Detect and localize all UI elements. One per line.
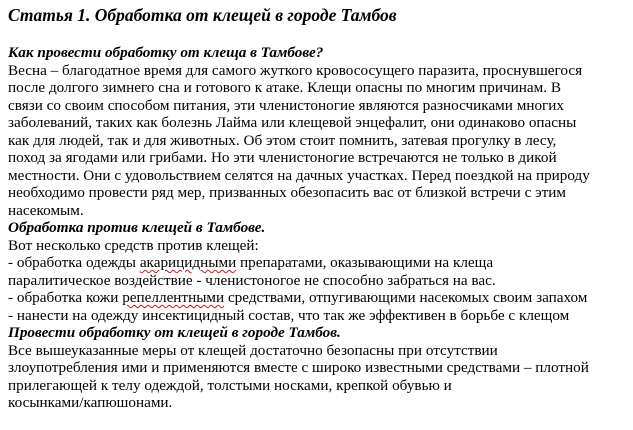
text-line: Все вышеуказанные меры от клещей достаточно безопасны при отсутствии <box>8 341 498 359</box>
text-line: поход за ягодами или грибами. Но эти членистоногие встречаются не только в дикой <box>8 149 557 166</box>
list-item-skin <box>8 289 630 307</box>
text-line: необходимо провести ряд мер, призванных обезопасить вас от близкой встречи с этим <box>8 184 567 201</box>
text-line: заболеваний, таких как болезнь Лайма или клещевой энцефалит, они одинаково опасны <box>8 114 577 131</box>
list-item-clothing <box>8 254 630 272</box>
text-line: косынками/капюшонами. <box>8 394 173 411</box>
text-line: Вот несколько средств против клещей: <box>8 236 259 254</box>
article-body <box>8 44 630 412</box>
article-title: Статья 1. Обработка от клещей в городе Тамбов <box>8 5 397 25</box>
section-heading-conduct: Провести обработку от клещей в городе Тамбов. <box>8 324 341 341</box>
section-paragraph-intro <box>8 62 630 220</box>
section-heading-how-to: Как провести обработку от клеща в Тамбове? <box>8 44 324 61</box>
blank-line <box>8 26 630 44</box>
spellcheck-word[interactable]: акарицидными <box>139 254 237 271</box>
text-line: после долгого зимнего сна и готового к атаке. Клещи опасны по многим причинам. В <box>8 79 561 96</box>
spellcheck-word[interactable]: репеллентными <box>122 289 225 306</box>
text-line: местности. Они с удовольствием селятся на дачных участках. Перед поездкой на природу <box>8 166 590 184</box>
list-item-text: препаратами, оказывающими на клеща <box>236 254 494 271</box>
section-paragraph-remedies <box>8 237 630 325</box>
text-line: связи со своим способом питания, эти членистоногие являются разносчиками многих <box>8 96 564 114</box>
section-paragraph-conclusion <box>8 342 630 412</box>
list-item-text: - обработка кожи <box>8 289 123 306</box>
list-item-text: средствами, отпугивающими насекомых своим запахом <box>224 289 588 306</box>
text-line: насекомым. <box>8 201 84 219</box>
text-line: как для людей, так и для животных. Об этом стоит помнить, затевая прогулку в лесу, <box>8 131 557 149</box>
text-line: Весна – благодатное время для самого жуткого кровососущего паразита, проснувшегося <box>8 61 583 79</box>
list-item-text: - обработка одежды <box>8 254 140 271</box>
text-line: прилегающей к телу одеждой, толстыми носками, крепкой обувью и <box>8 376 452 394</box>
document-page <box>8 4 630 412</box>
list-item-insecticide: - нанести на одежду инсектицидный состав, что так же эффективен в борьбе с клещом <box>8 306 570 324</box>
text-line: злоупотребления ими и применяются вместе с широко известными средствами – плотной <box>8 359 589 376</box>
section-heading-treatment: Обработка против клещей в Тамбове. <box>8 219 266 236</box>
text-line: паралитическое воздействие - членистоногое не способно забраться на вас. <box>8 271 496 289</box>
